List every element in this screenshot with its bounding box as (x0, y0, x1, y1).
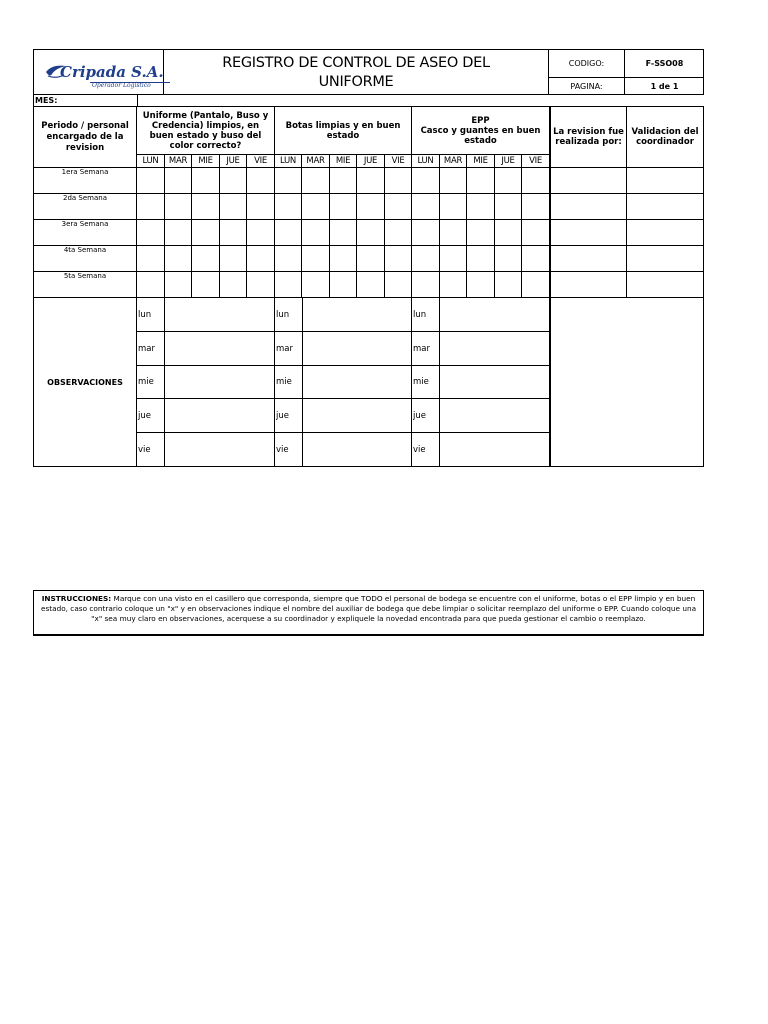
obs-input[interactable] (303, 433, 412, 467)
obs-input[interactable] (165, 399, 275, 433)
check-cell[interactable] (247, 168, 275, 194)
uniforme-header: Uniforme (Pantalo, Buso y Credencia) limpios, en buen estado y buso del color correcto? (137, 107, 275, 155)
day-header: MIE (330, 155, 357, 168)
validacion-header: Validacion del coordinador (627, 107, 703, 168)
check-cell[interactable] (627, 194, 704, 220)
check-cell[interactable] (220, 194, 247, 220)
check-cell[interactable] (302, 194, 330, 220)
check-cell[interactable] (247, 220, 275, 246)
check-cell[interactable] (192, 220, 220, 246)
day-header: MAR (302, 155, 330, 168)
check-cell[interactable] (550, 168, 627, 194)
obs-day-label: mar (137, 332, 165, 366)
obs-input[interactable] (440, 433, 550, 467)
check-cell[interactable] (247, 194, 275, 220)
epp-subtitle: Casco y guantes en buen estado (420, 125, 541, 146)
check-cell[interactable] (275, 220, 302, 246)
day-header: MAR (165, 155, 192, 168)
check-cell[interactable] (412, 168, 440, 194)
check-cell[interactable] (137, 220, 165, 246)
check-cell[interactable] (440, 220, 467, 246)
check-cell[interactable] (440, 246, 467, 272)
day-header: MIE (192, 155, 220, 168)
check-cell[interactable] (412, 220, 440, 246)
check-cell[interactable] (275, 272, 302, 298)
week-label: 1era Semana (34, 168, 137, 194)
check-cell[interactable] (330, 246, 357, 272)
obs-day-label: lun (137, 298, 165, 332)
codigo-value: F-SSO08 (625, 50, 704, 78)
epp-header (412, 107, 550, 155)
obs-input[interactable] (165, 366, 275, 399)
obs-day-label: jue (275, 399, 303, 433)
check-cell[interactable] (550, 246, 627, 272)
pagina-value: 1 de 1 (650, 82, 679, 91)
observaciones-side-box[interactable] (550, 298, 704, 467)
periodo-header: Periodo / personal encargado de la revision (34, 107, 137, 168)
mes-label: MES: (35, 96, 58, 105)
week-label: 3era Semana (34, 220, 137, 246)
obs-input[interactable] (303, 366, 412, 399)
check-cell[interactable] (385, 246, 412, 272)
botas-header: Botas limpias y en buen estado (275, 107, 412, 155)
check-cell[interactable] (412, 246, 440, 272)
instrucciones-text: Marque con una visto en el casillero que corresponda, siempre que TODO el personal de bodega se encuentre con el uniforme, botas o el EPP limpio y en buen estado, caso contrario coloque un "x" y en observaciones indique el nombre del auxiliar de bodega que debe limpiar o solicitar reemplazo del uniforme o EPP. Cuando coloque una "x" sea muy claro en observaciones, acerquese a su coordinador y expliquele la novedad encontrada para que pueda gestionar el cambio o reemplazo. (40, 594, 697, 623)
check-cell[interactable] (550, 220, 627, 246)
observaciones-label: OBSERVACIONES (34, 298, 137, 467)
check-cell[interactable] (137, 168, 165, 194)
obs-input[interactable] (165, 298, 275, 332)
obs-input[interactable] (440, 366, 550, 399)
obs-input[interactable] (440, 298, 550, 332)
check-cell[interactable] (467, 272, 495, 298)
obs-day-label: mar (412, 332, 440, 366)
obs-day-label: jue (137, 399, 165, 433)
check-cell[interactable] (192, 272, 220, 298)
check-cell[interactable] (522, 220, 550, 246)
day-header: JUE (495, 155, 522, 168)
check-cell[interactable] (550, 194, 627, 220)
check-cell[interactable] (385, 220, 412, 246)
obs-input[interactable] (165, 332, 275, 366)
day-header: VIE (385, 155, 412, 168)
check-cell[interactable] (302, 246, 330, 272)
day-header: LUN (275, 155, 302, 168)
check-cell[interactable] (467, 168, 495, 194)
day-header: JUE (357, 155, 385, 168)
check-cell[interactable] (165, 246, 192, 272)
check-cell[interactable] (467, 194, 495, 220)
obs-day-label: mar (275, 332, 303, 366)
check-cell[interactable] (275, 246, 302, 272)
check-cell[interactable] (357, 246, 385, 272)
check-cell[interactable] (137, 272, 165, 298)
check-cell[interactable] (495, 272, 522, 298)
obs-input[interactable] (303, 298, 412, 332)
check-cell[interactable] (357, 168, 385, 194)
instrucciones-box (33, 590, 704, 636)
obs-day-label: mie (275, 366, 303, 399)
logo (34, 50, 164, 95)
logo-subtitle: Operador Logístico (92, 82, 151, 89)
obs-input[interactable] (440, 332, 550, 366)
check-cell[interactable] (302, 220, 330, 246)
check-cell[interactable] (192, 246, 220, 272)
check-cell[interactable] (522, 168, 550, 194)
check-cell[interactable] (495, 168, 522, 194)
title-line-1: REGISTRO DE CONTROL DE ASEO DEL (222, 54, 490, 71)
week-label: 2da Semana (34, 194, 137, 220)
check-cell[interactable] (165, 220, 192, 246)
logo-name: Cripada S.A. (60, 63, 164, 81)
obs-day-label: jue (412, 399, 440, 433)
check-cell[interactable] (275, 168, 302, 194)
check-cell[interactable] (440, 194, 467, 220)
revision-header: La revision fue realizada por: (550, 107, 627, 168)
day-header: LUN (412, 155, 440, 168)
check-cell[interactable] (165, 272, 192, 298)
check-cell[interactable] (220, 168, 247, 194)
check-cell[interactable] (330, 168, 357, 194)
check-cell[interactable] (275, 194, 302, 220)
obs-day-label: mie (412, 366, 440, 399)
check-cell[interactable] (357, 220, 385, 246)
obs-input[interactable] (165, 433, 275, 467)
check-cell[interactable] (247, 272, 275, 298)
check-cell[interactable] (192, 168, 220, 194)
check-cell[interactable] (467, 220, 495, 246)
title-line-2: UNIFORME (318, 73, 394, 90)
obs-day-label: vie (412, 433, 440, 467)
control-table (33, 106, 704, 467)
check-cell[interactable] (330, 194, 357, 220)
codigo-label: CODIGO: (549, 50, 625, 78)
obs-day-label: vie (137, 433, 165, 467)
check-cell[interactable] (467, 246, 495, 272)
week-label: 5ta Semana (34, 272, 137, 298)
obs-day-label: lun (275, 298, 303, 332)
day-header: MAR (440, 155, 467, 168)
day-header: JUE (220, 155, 247, 168)
check-cell[interactable] (495, 246, 522, 272)
check-cell[interactable] (522, 272, 550, 298)
check-cell[interactable] (357, 194, 385, 220)
pagina-label: PAGINA: (549, 78, 625, 95)
check-cell[interactable] (137, 246, 165, 272)
check-cell[interactable] (220, 272, 247, 298)
check-cell[interactable] (440, 272, 467, 298)
check-cell[interactable] (302, 272, 330, 298)
check-cell[interactable] (330, 272, 357, 298)
check-cell[interactable] (220, 246, 247, 272)
check-cell[interactable] (220, 220, 247, 246)
check-cell[interactable] (495, 194, 522, 220)
day-header: VIE (247, 155, 275, 168)
check-cell[interactable] (357, 272, 385, 298)
check-cell[interactable] (165, 168, 192, 194)
check-cell[interactable] (522, 194, 550, 220)
obs-input[interactable] (303, 399, 412, 433)
page-title (164, 50, 549, 95)
check-cell[interactable] (627, 168, 704, 194)
check-cell[interactable] (627, 272, 704, 298)
check-cell[interactable] (137, 194, 165, 220)
day-header: VIE (522, 155, 550, 168)
check-cell[interactable] (627, 220, 704, 246)
check-cell[interactable] (192, 194, 220, 220)
check-cell[interactable] (302, 168, 330, 194)
check-cell[interactable] (627, 246, 704, 272)
obs-day-label: vie (275, 433, 303, 467)
day-header: MIE (467, 155, 495, 168)
obs-input[interactable] (303, 332, 412, 366)
day-header: LUN (137, 155, 165, 168)
week-label: 4ta Semana (34, 246, 137, 272)
obs-input[interactable] (440, 399, 550, 433)
check-cell[interactable] (522, 246, 550, 272)
instrucciones-label: INSTRUCCIONES: (41, 594, 112, 603)
check-cell[interactable] (385, 168, 412, 194)
form-header (33, 49, 704, 95)
obs-day-label: mie (137, 366, 165, 399)
check-cell[interactable] (385, 194, 412, 220)
check-cell[interactable] (330, 220, 357, 246)
check-cell[interactable] (440, 168, 467, 194)
check-cell[interactable] (412, 272, 440, 298)
check-cell[interactable] (165, 194, 192, 220)
epp-title: EPP (471, 115, 490, 126)
obs-day-label: lun (412, 298, 440, 332)
check-cell[interactable] (412, 194, 440, 220)
check-cell[interactable] (385, 272, 412, 298)
check-cell[interactable] (495, 220, 522, 246)
check-cell[interactable] (550, 272, 627, 298)
check-cell[interactable] (247, 246, 275, 272)
